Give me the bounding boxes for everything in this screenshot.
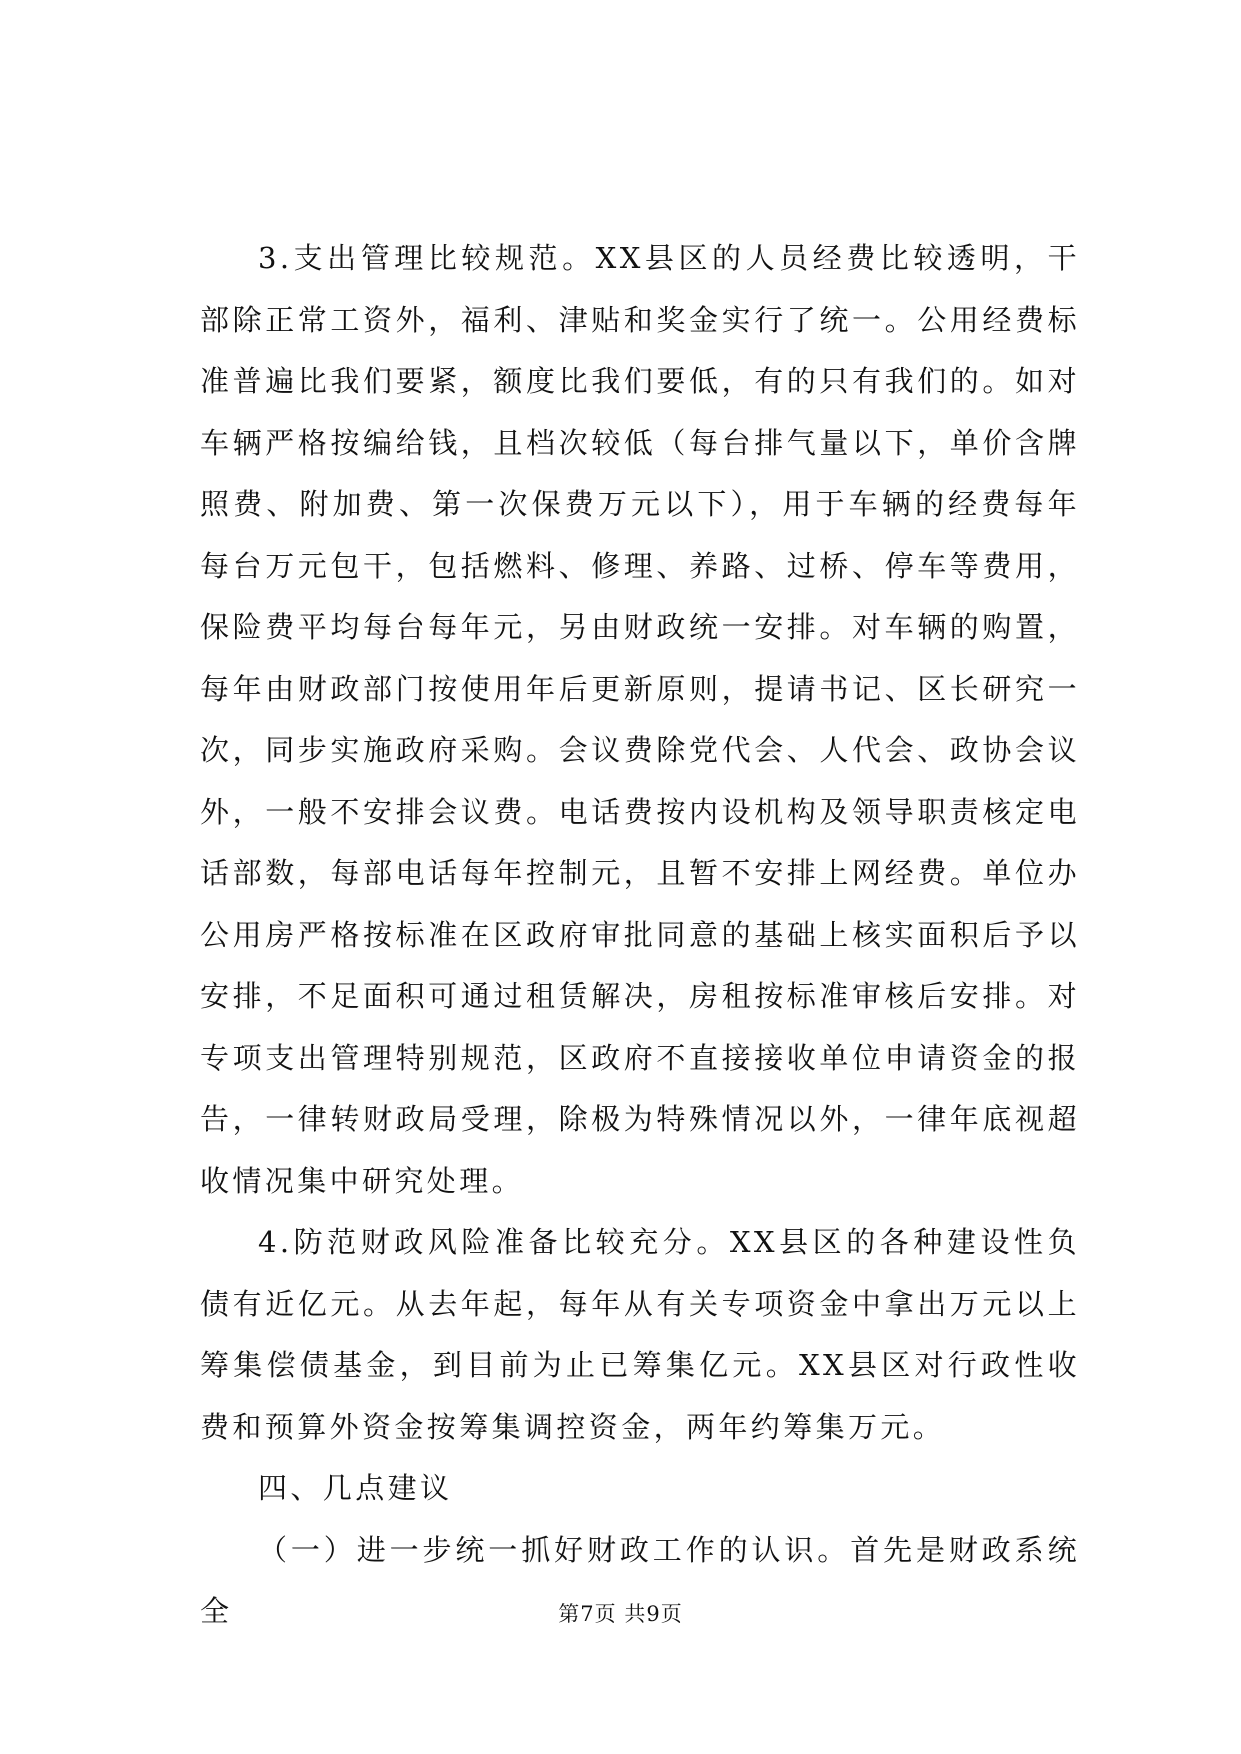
paragraph-expenditure-management: 3.支出管理比较规范。XX县区的人员经费比较透明，干部除正常工资外，福利、津贴和奖金实行了统一。公用经费标准普遍比我们要紧，额度比我们要低，有的只有我们的。如对车辆严格按编给钱，且档次较低（每台排气量以下，单价含牌照费、附加费、第一次保费万元以下），用于车辆的经费每年每台万元包干，包括燃料、修理、养路、过桥、停车等费用，保险费平均每台每年元，另由财政统一安排。对车辆的购置，每年由财政部门按使用年后更新原则，提请书记、区长研究一次，同步实施政府采购。会议费除党代会、人代会、政协会议外，一般不安排会议费。电话费按内设机构及领导职责核定电话部数，每部电话每年控制元，且暂不安排上网经费。单位办公用房严格按标准在区政府审批同意的基础上核实面积后予以安排，不足面积可通过租赁解决，房租按标准审核后安排。对专项支出管理特别规范，区政府不直接接收单位申请资金的报告，一律转财政局受理，除极为特殊情况以外，一律年底视超收情况集中研究处理。 xyxy=(200,241,1080,1198)
paragraph-suggestion-one: （一）进一步统一抓好财政工作的认识。首先是财政系统全 xyxy=(200,1532,1080,1628)
paragraph-fiscal-risk: 4.防范财政风险准备比较充分。XX县区的各种建设性负债有近亿元。从去年起，每年从有关专项资金中拿出万元以上筹集偿债基金，到目前为止已筹集亿元。XX县区对行政性收费和预算外资金按筹集调控资金，两年约筹集万元。 xyxy=(200,1225,1080,1444)
page-footer: 第7页 共9页 xyxy=(558,1602,683,1626)
document-body xyxy=(200,228,1080,1643)
section-heading: 四、几点建议 xyxy=(258,1471,453,1505)
